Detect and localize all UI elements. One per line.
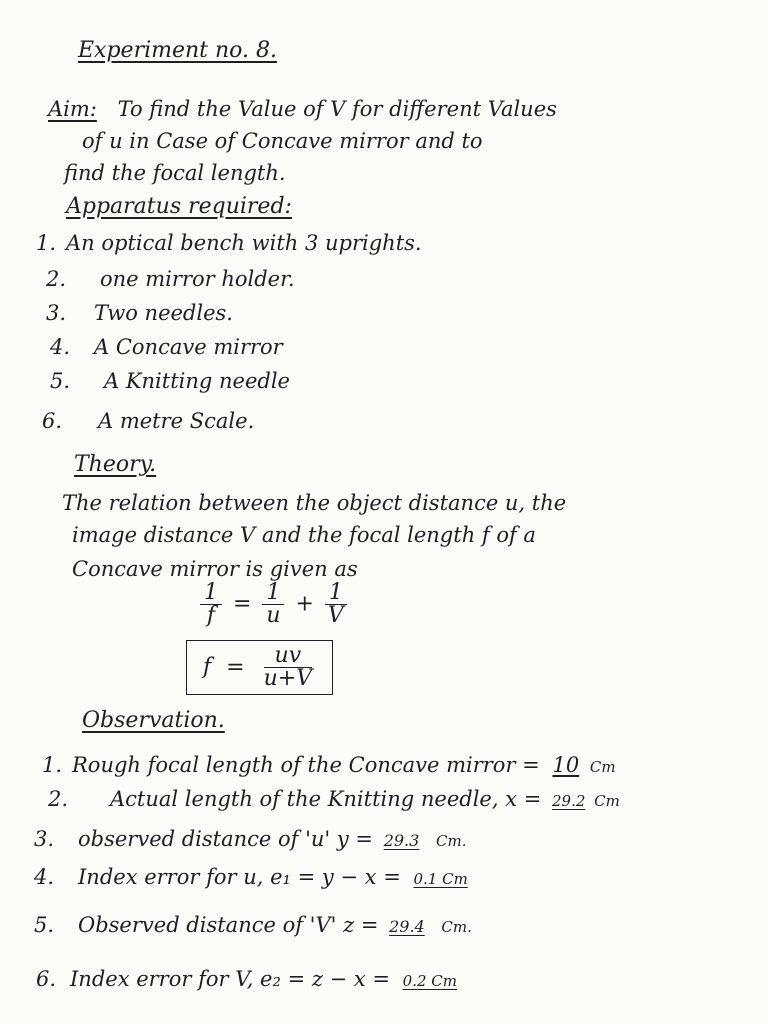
apparatus-item-6 <box>42 408 254 434</box>
observation-item-1: 1. Rough focal length of the Concave mirror = 10 Cm <box>42 753 616 777</box>
boxed-focal-formula <box>186 640 333 695</box>
apparatus-num-1: 1. <box>36 231 57 255</box>
obs-value-1: 10 <box>552 753 580 777</box>
apparatus-item-5 <box>50 368 290 394</box>
mirror-formula <box>196 582 351 627</box>
boxed-fraction: $\frac{uv}{u+V}$ <box>263 643 313 691</box>
apparatus-num-2: 2. <box>46 267 67 291</box>
obs-value-6: 0.2 Cm <box>402 972 457 990</box>
apparatus-num-4: 4. <box>50 335 71 359</box>
obs-value-3: 29.3 <box>383 831 420 850</box>
obs-unit-5: Cm. <box>441 918 472 936</box>
aim-label: Aim: <box>48 97 97 121</box>
apparatus-item-4 <box>50 334 283 360</box>
obs-unit-2: Cm <box>594 792 620 810</box>
apparatus-item-1 <box>36 230 422 256</box>
apparatus-num-5: 5. <box>50 369 71 393</box>
observation-item-5: 5. Observed distance of 'V' z = 29.4 Cm. <box>34 913 472 937</box>
boxed-lhs: f <box>203 654 212 680</box>
formula-plus: + <box>295 591 314 617</box>
apparatus-text-4: A Concave mirror <box>94 335 283 359</box>
apparatus-item-2 <box>46 266 295 292</box>
aim-text-1: To find the Value of V for different Values <box>117 97 557 121</box>
aim-line-1 <box>48 96 557 122</box>
obs-unit-1: Cm <box>589 758 616 776</box>
boxed-equals: = <box>226 654 245 680</box>
apparatus-text-2: one mirror holder. <box>100 267 295 291</box>
aim-text-2: of u in Case of Concave mirror and to <box>82 129 483 153</box>
theory-text-1: The relation between the object distance u, the <box>62 491 567 515</box>
aim-text-3: find the focal length. <box>64 161 286 185</box>
apparatus-item-3 <box>46 300 233 326</box>
obs-value-5: 29.4 <box>389 917 425 936</box>
observation-item-4: 4. Index error for u, e₁ = y − x = 0.1 Cm <box>34 865 468 889</box>
experiment-title: Experiment no. 8. <box>78 38 278 63</box>
apparatus-num-3: 3. <box>46 301 67 325</box>
observation-item-2: 2. Actual length of the Knitting needle, x = 29.2 Cm <box>48 787 620 811</box>
formula-equals: = <box>233 591 252 617</box>
apparatus-heading: Apparatus required: <box>66 194 292 219</box>
observation-heading: Observation. <box>82 708 225 733</box>
observation-item-6: 6. Index error for V, e₂ = z − x = 0.2 Cm <box>36 967 457 991</box>
obs-value-4: 0.1 Cm <box>413 870 468 888</box>
obs-value-2: 29.2 <box>552 792 586 810</box>
formula-term-v: $\frac{1}{V}$ <box>325 582 347 627</box>
formula-lhs: $\frac{1}{f}$ <box>200 582 222 627</box>
apparatus-text-5: A Knitting needle <box>104 369 290 393</box>
apparatus-text-3: Two needles. <box>94 301 233 325</box>
apparatus-num-6: 6. <box>42 409 63 433</box>
obs-unit-3: Cm. <box>436 832 467 850</box>
formula-term-u: $\frac{1}{u}$ <box>262 582 284 627</box>
theory-text-2: image distance V and the focal length f of a <box>72 523 536 547</box>
theory-heading: Theory. <box>74 452 157 477</box>
apparatus-text-1: An optical bench with 3 uprights. <box>66 231 422 255</box>
theory-text-3: Concave mirror is given as <box>72 557 358 581</box>
apparatus-text-6: A metre Scale. <box>98 409 255 433</box>
observation-item-3: 3. observed distance of 'u' y = 29.3 Cm. <box>34 827 467 851</box>
